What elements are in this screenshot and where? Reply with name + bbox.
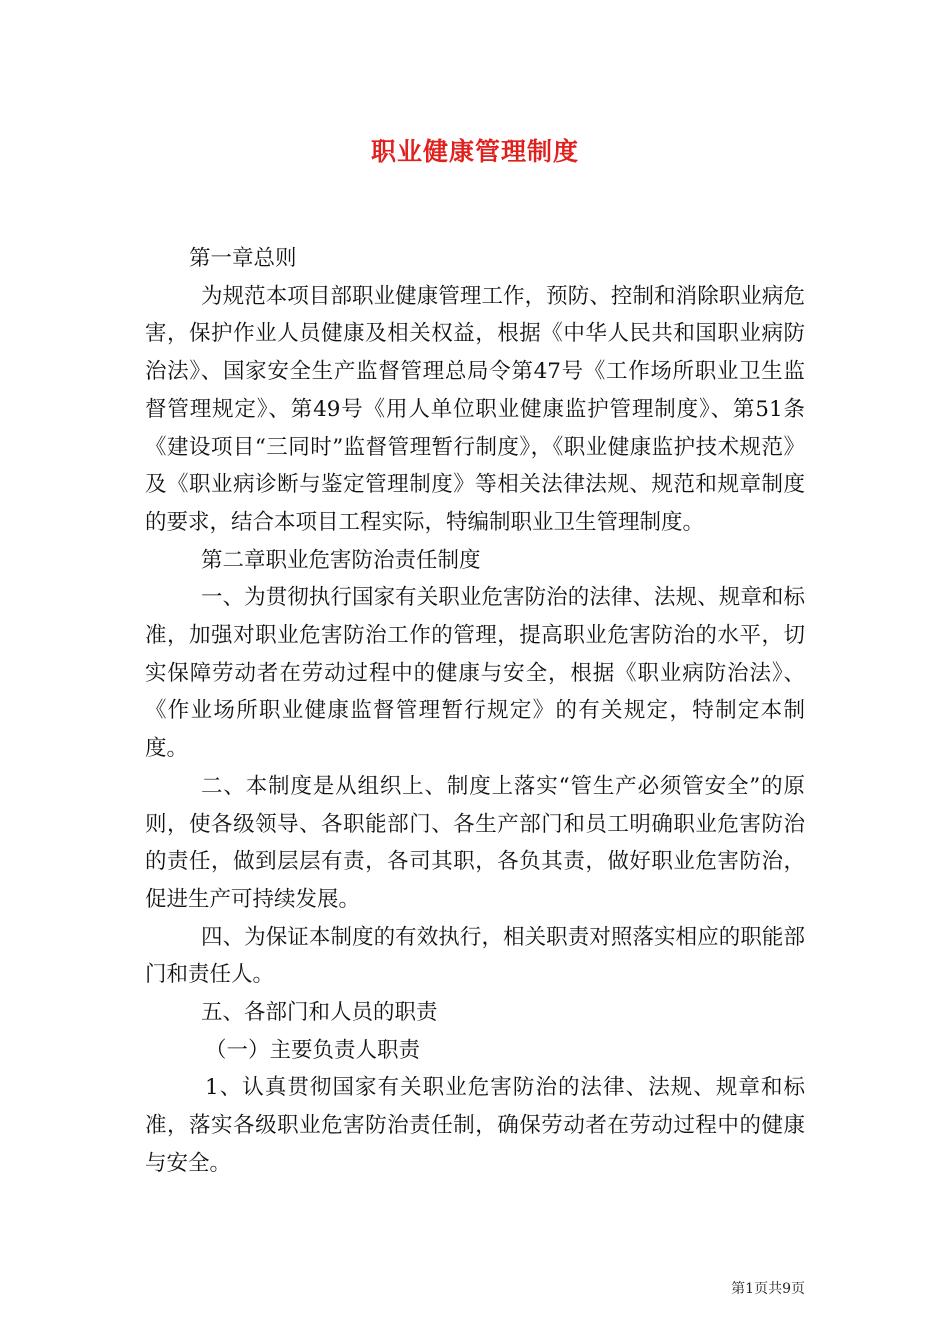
paragraph-duty-1: 1、认真贯彻国家有关职业危害防治的法律、法规、规章和标准，落实各级职业危害防治责任制，确保劳动者在劳动过程中的健康与安全。 xyxy=(145,1075,805,1176)
page-number: 第1页共9页 xyxy=(731,1281,805,1297)
document-title: 职业健康管理制度 xyxy=(370,137,579,166)
document-body xyxy=(145,240,805,1183)
paragraph-item-1: 一、为贯彻执行国家有关职业危害防治的法律、法规、规章和标准，加强对职业危害防治工作的管理，提高职业危害防治的水平，切实保障劳动者在劳动过程中的健康与安全，根据《职业病防治法》、《作业场所职业健康监督管理暂行规定》的有关规定，特制定本制度。 xyxy=(145,585,805,762)
paragraph-item-2: 二、本制度是从组织上、制度上落实“管生产必须管安全”的原则，使各级领导、各职能部门、各生产部门和员工明确职业危害防治的责任，做到层层有责，各司其职，各负其责，做好职业危害防治，促进生产可持续发展。 xyxy=(145,773,805,912)
chapter-1-heading: 第一章总则 xyxy=(189,246,297,271)
chapter-2-heading: 第二章职业危害防治责任制度 xyxy=(201,547,481,573)
paragraph-purpose: 为规范本项目部职业健康管理工作，预防、控制和消除职业病危害，保护作业人员健康及相关权益，根据《中华人民共和国职业病防治法》、国家安全生产监督管理总局令第47号《工作场所职业卫生监督管理规定》、第49号《用人单位职业健康监护管理制度》、第51条《建设项目“三同时”监督管理暂行制度》，《职业健康监护技术规范》及《职业病诊断与鉴定管理制度》等相关法律法规、规范和规章制度的要求，结合本项目工程实际，特编制职业卫生管理制度。 xyxy=(145,283,805,535)
paragraph-item-4: 四、为保证本制度的有效执行，相关职责对照落实相应的职能部门和责任人。 xyxy=(145,924,805,988)
subsection-heading: （一）主要负责人职责 xyxy=(205,1037,421,1063)
paragraph-item-5: 五、各部门和人员的职责 xyxy=(201,1000,438,1026)
